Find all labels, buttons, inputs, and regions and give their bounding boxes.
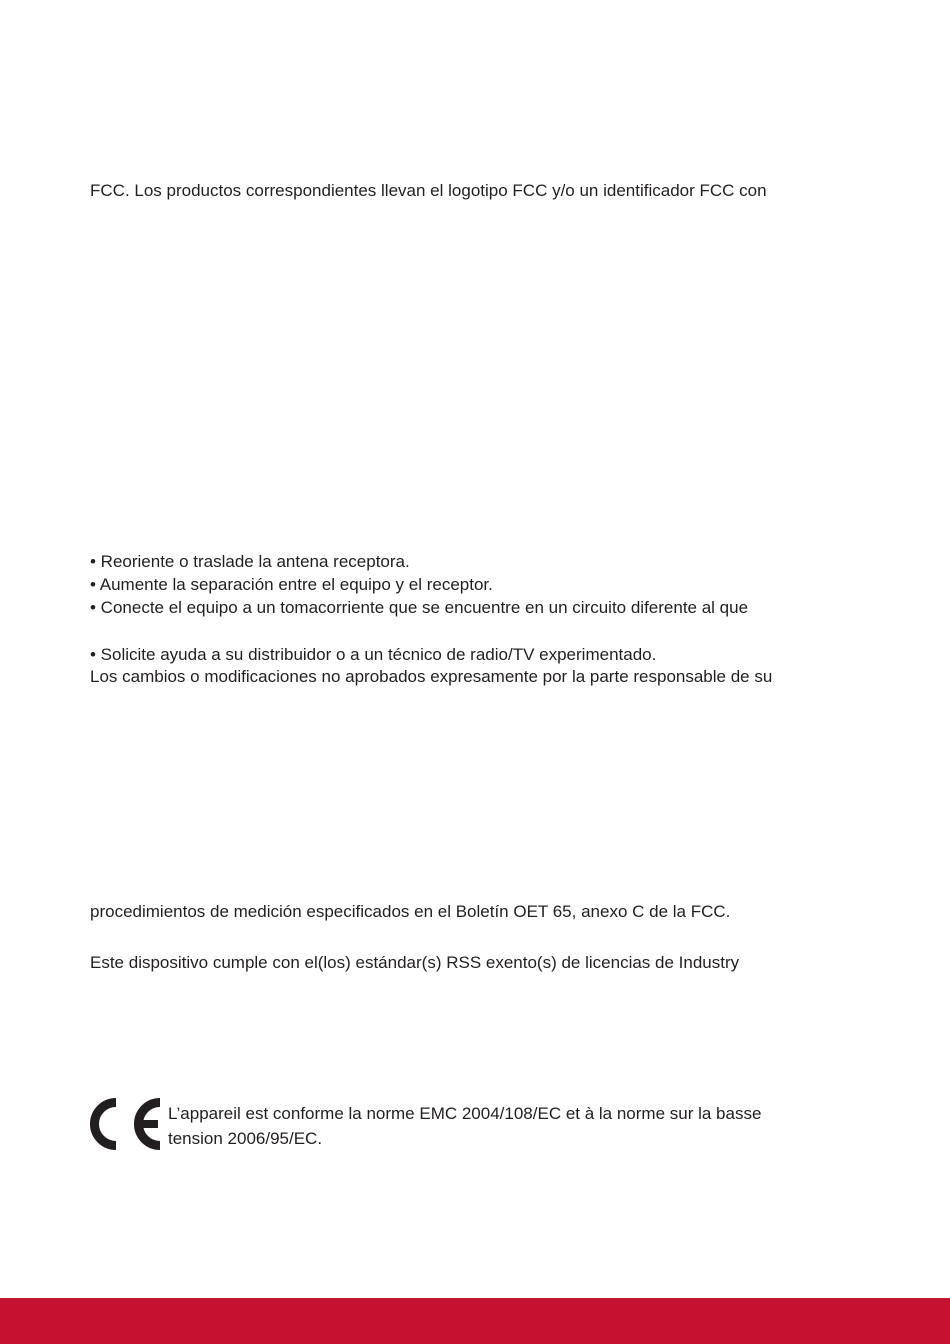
changes-warning-text: Los cambios o modificaciones no aprobados expresamente por la parte responsable de su [90,667,773,686]
ce-text-line-1: L’appareil est conforme la norme EMC 2004/108/EC et à la norme sur la basse [168,1104,762,1123]
ce-compliance-block [90,1096,870,1156]
ce-text-line-2: tension 2006/95/EC. [168,1129,323,1148]
ce-compliance-text [168,1101,761,1151]
footer-bar [0,1298,950,1344]
rss-compliance-text: Este dispositivo cumple con el(los) estándar(s) RSS exento(s) de licencias de Industry [90,953,740,972]
bullet-increase-separation: • Aumente la separación entre el equipo y el receptor. [90,575,493,594]
fcc-logo-text: FCC. Los productos correspondientes llevan el logotipo FCC y/o un identificador FCC con [90,181,767,200]
ce-mark-icon [90,1096,166,1152]
bullet-reorient-antenna: • Reoriente o traslade la antena receptora. [90,552,410,571]
bullet-ask-dealer: • Solicite ayuda a su distribuidor o a un técnico de radio/TV experimentado. [90,645,657,664]
oet-bulletin-text: procedimientos de medición especificados en el Boletín OET 65, anexo C de la FCC. [90,902,731,921]
bullet-different-circuit: • Conecte el equipo a un tomacorriente que se encuentre en un circuito diferente al que [90,598,749,617]
